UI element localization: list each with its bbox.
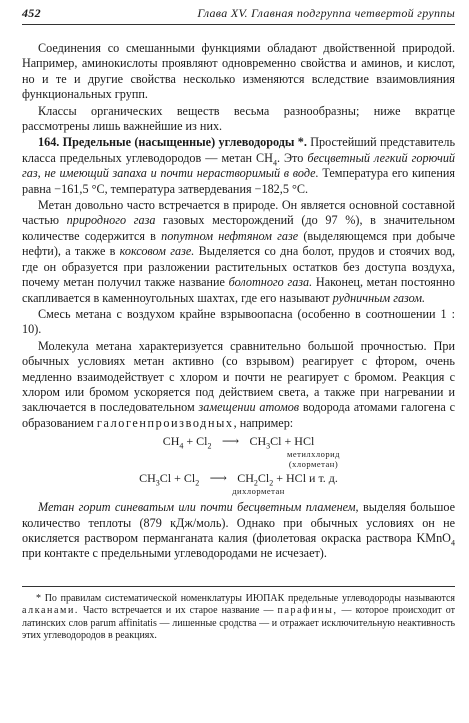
running-header [22, 6, 455, 25]
reaction-arrow: ⟶ [209, 471, 227, 486]
paragraph-occurrence: Метан довольно часто встречается в природе. Он является основной составной частью природного газа газовых месторождений (до 97 %), в значительном количестве содержится в попутном нефтяном газе (выделяющемся при добыче нефти), а также в коксовом газе. Выделяется со дна болот, прудов и стоячих вод, где он образуется при разложении растительных остатков без доступа воздуха, почему метан получил также название болотного газа. Наконец, метан постоянно скапливается в каменноугольных шахтах, где его называют рудничным газом. [22, 198, 455, 305]
product-name-dichloromethane: дихлорметан [232, 486, 285, 497]
product-name-chloromethane: метилхлорид [286, 449, 341, 460]
footnote: * По правилам систематической номенклатуры ИЮПАК предельные углеводороды называются алканами. Часто встречается и их старое название — парафины, — которое происходит от латинских слов parum affinitatis — лишенные сродства — и отражает исключительную неактивность этих углеводородов в реакциях. [22, 592, 455, 641]
reaction-arrow: ⟶ [221, 434, 240, 449]
paragraph-reactivity: Молекула метана характеризуется сравнительно большой прочностью. При обычных условиях метан активно (со взрывом) реагирует с фтором, очень медленно взаимодействует с хлором и почти не реагирует с бромом. Реакция с хлором или бромом ускоряется под действием света, а также при нагревании и заключается в последовательном замещении атомов водорода атомами галогена с образованием галогенпроизводных, например: [22, 338, 455, 430]
paragraph-mixed-functions: Соединения со смешанными функциями обладают двойственной природой. Например, аминокислоты проявляют одновременно свойства и аминов, и кислот, но и те и другие свойства несколько изменяются вследствие взаимовлияния функциональных групп. [22, 41, 455, 102]
reaction-equations [22, 434, 455, 496]
equation-chlorination-1: $CH_4 + Cl_2$ ⟶ $CH_3Cl$ + HCl [162, 434, 315, 451]
equation-chlorination-2: $CH_3Cl + Cl_2$ ⟶ $CH_2Cl_2$ + HCl и т. д. [139, 471, 338, 488]
section-title: 164. Предельные (насыщенные) углеводороды *. [38, 135, 307, 150]
page-number: 452 [22, 6, 41, 20]
paragraph-classes: Классы органических веществ весьма разнообразны; ниже вкратце рассмотрены лишь важнейшие из них. [22, 103, 455, 134]
footnote-divider [22, 586, 455, 587]
methane-description: бесцветный легкий горючий газ, не имеющий запаха и почти нерастворимый в воде. [22, 150, 456, 181]
product-name-chloromethane-alt: (хлорметан) [288, 459, 339, 470]
paragraph-section-164: 164. Предельные (насыщенные) углеводороды *. Простейший представитель класса предельных углеводородов — метан $CH_4$. Это бесцветный легкий горючий газ, не имеющий запаха и почти нерастворимый в воде. Температура его кипения равна −161,5 °C, температура затвердевания −182,5 °C. [22, 135, 456, 196]
paragraph-combustion: Метан горит синеватым или почти бесцветным пламенем, выделяя большое количество теплоты (879 кДж/моль). Однако при обычных условиях он не окисляется раствором перманганата калия (фиолетовая окраска раствора KMnO$_4$ при контакте с предельными углеводородами не исчезает). [22, 500, 455, 561]
paragraph-explosive: Смесь метана с воздухом крайне взрывоопасна (особенно в соотношении 1 : 10). [22, 306, 455, 337]
chapter-title: Глава XV. Главная подгруппа четвертой группы [197, 6, 455, 20]
